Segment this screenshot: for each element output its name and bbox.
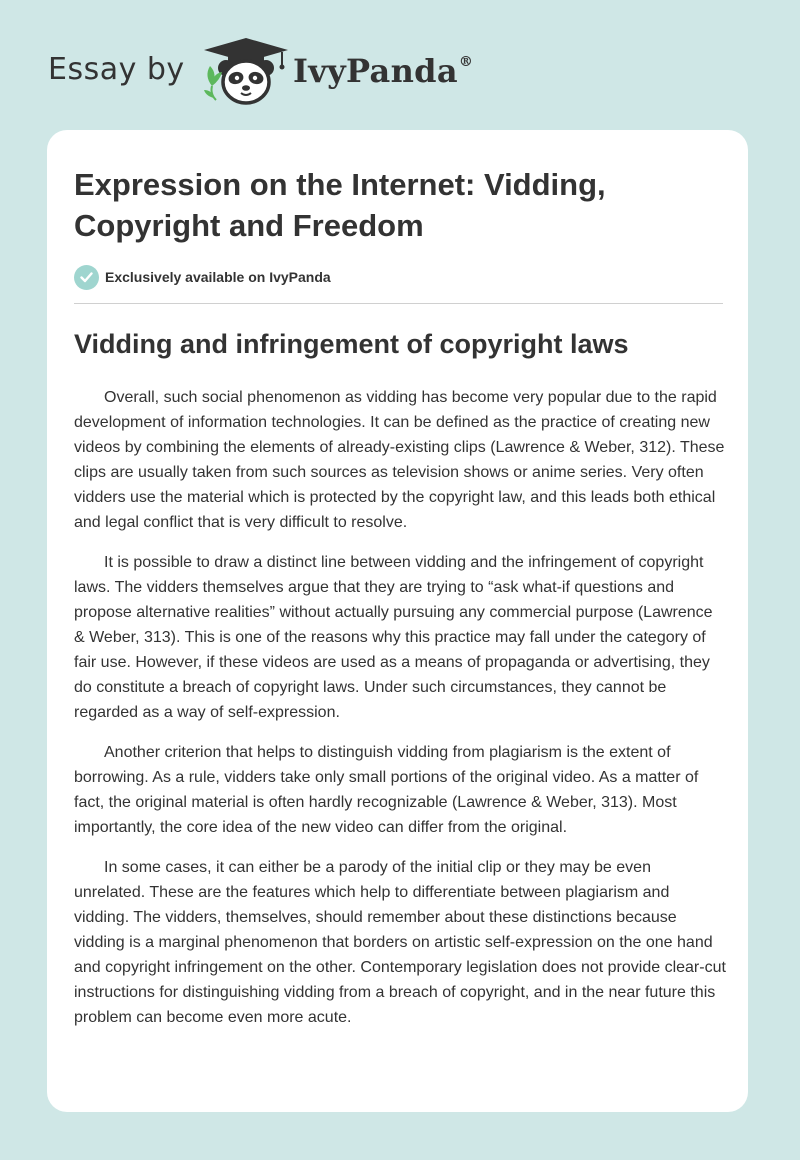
essay-title: Expression on the Internet: Vidding, Copyright and Freedom <box>74 167 606 243</box>
check-icon <box>74 265 99 290</box>
essay-body <box>74 385 726 1045</box>
divider <box>74 303 723 304</box>
brand-name[interactable]: IvyPanda® <box>293 52 474 90</box>
paragraph: It is possible to draw a distinct line between vidding and the infringement of copyright laws. The vidders themselves argue that they are trying to “ask what-if questions and propose alternative realities” without actually pursuing any commercial purpose (Lawrence & Weber, 313). This is one of the reasons why this practice may fall under the category of fair use. However, if these videos are used as a means of propaganda or advertising, they do constitute a breach of copyright laws. Under such circumstances, they cannot be regarded as a way of self-expression. <box>74 554 713 721</box>
essay-card <box>47 130 748 1112</box>
registered-mark: ® <box>458 54 474 71</box>
essay-by-label: Essay by <box>48 52 185 87</box>
exclusive-label: Exclusively available on IvyPanda <box>105 269 331 285</box>
paragraph: In some cases, it can either be a parody of the initial clip or they may be even unrelated. These are the features which help to differentiate between plagiarism and vidding. The vidders, themselves, should remember about these distinctions because vidding is a marginal phenomenon that borders on artistic self-expression on the one hand and copyright infringement on the other. Contemporary legislation does not provide clear-cut instructions for distinguishing vidding from a breach of copyright, and in the near future this problem can become even more acute. <box>74 859 726 1026</box>
section-heading: Vidding and infringement of copyright laws <box>74 329 629 359</box>
paragraph: Overall, such social phenomenon as vidding has become very popular due to the rapid development of information technologies. It can be defined as the practice of creating new videos by combining the elements of already-existing clips (Lawrence & Weber, 312). These clips are usually taken from such sources as television shows or anime series. Very often vidders use the material which is protected by the copyright law, and this leads both ethical and legal conflict that is very difficult to resolve. <box>74 389 725 531</box>
panda-graduate-icon[interactable] <box>200 36 292 108</box>
exclusive-notice <box>74 264 331 290</box>
site-header <box>0 0 800 130</box>
paragraph: Another criterion that helps to distinguish vidding from plagiarism is the extent of borrowing. As a rule, vidders take only small portions of the original video. As a matter of fact, the original material is often hardly recognizable (Lawrence & Weber, 313). Most importantly, the core idea of the new video can differ from the original. <box>74 744 699 836</box>
